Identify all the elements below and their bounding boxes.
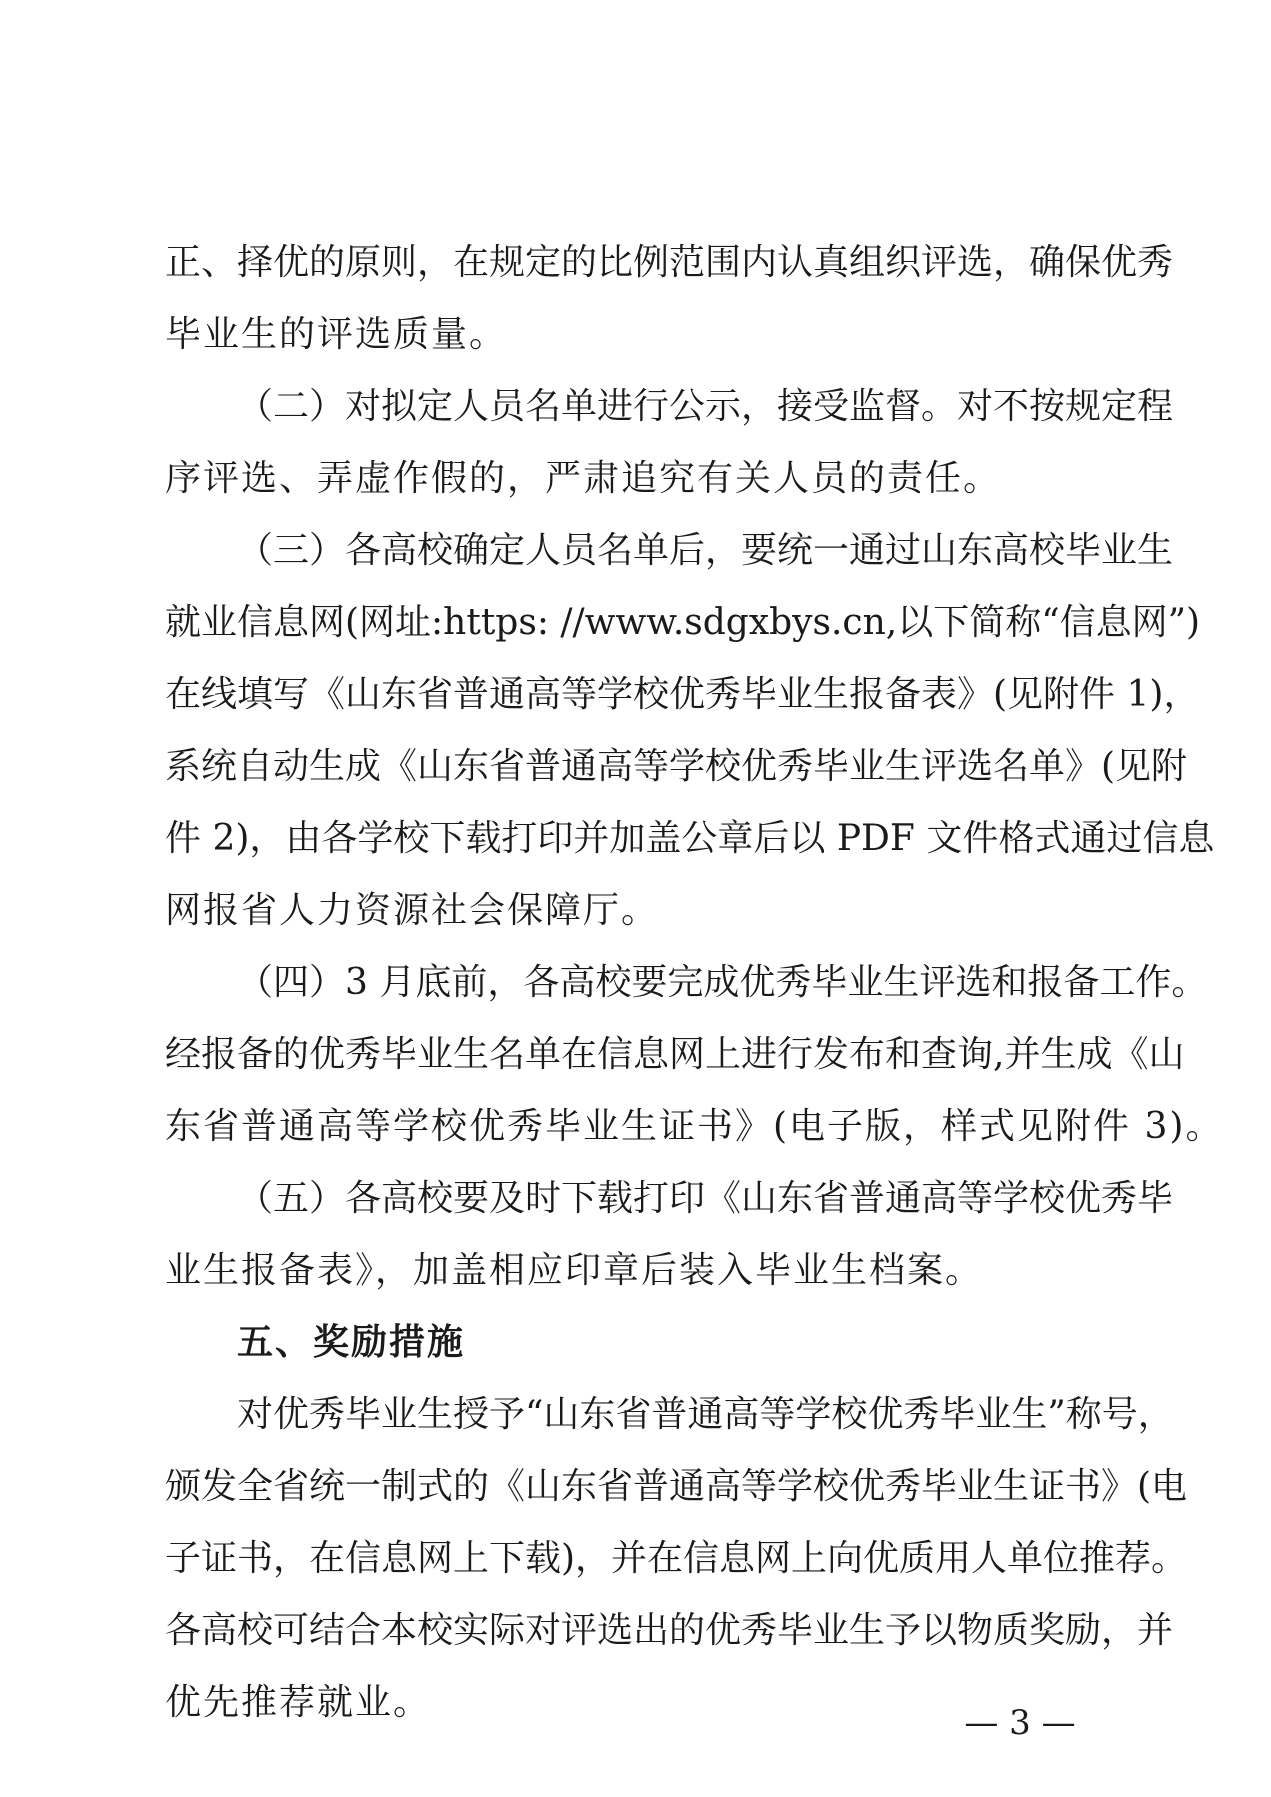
- paragraph-line: （二）对拟定人员名单进行公示，接受监督。对不按规定程: [237, 386, 1174, 427]
- paragraph-line: 正、择优的原则，在规定的比例范围内认真组织评选，确保优秀: [165, 242, 1174, 283]
- paragraph-line: 各高校可结合本校实际对评选出的优秀毕业生予以物质奖励，并: [165, 1610, 1174, 1651]
- section-heading: 五、奖励措施: [237, 1322, 466, 1363]
- paragraph-line: （三）各高校确定人员名单后，要统一通过山东高校毕业生: [237, 530, 1174, 571]
- paragraph-line: 毕业生的评选质量。: [165, 314, 508, 355]
- paragraph-line: 序评选、弄虚作假的，严肃追究有关人员的责任。: [165, 458, 1002, 499]
- paragraph-line: 网报省人力资源社会保障厅。: [165, 890, 660, 931]
- paragraph-line: 就业信息网(网址:https: //www.sdgxbys.cn,以下简称“信息网”): [165, 602, 1201, 643]
- paragraph-line: 在线填写《山东省普通高等学校优秀毕业生报备表》(见附件 1)，: [165, 674, 1200, 715]
- paragraph-line: 对优秀毕业生授予“山东省普通高等学校优秀毕业生”称号，: [237, 1394, 1174, 1435]
- page-number: — 3 —: [964, 1703, 1076, 1743]
- paragraph-line: 经报备的优秀毕业生名单在信息网上进行发布和查询,并生成《山: [165, 1034, 1185, 1075]
- paragraph-line: （四）3 月底前，各高校要完成优秀毕业生评选和报备工作。: [237, 962, 1208, 1003]
- paragraph-line: （五）各高校要及时下载打印《山东省普通高等学校优秀毕: [237, 1178, 1174, 1219]
- paragraph-line: 优先推荐就业。: [165, 1682, 432, 1723]
- paragraph-line: 系统自动生成《山东省普通高等学校优秀毕业生评选名单》(见附: [165, 746, 1188, 787]
- paragraph-line: 业生报备表》，加盖相应印章后装入毕业生档案。: [165, 1250, 984, 1291]
- paragraph-line: 东省普通高等学校优秀毕业生证书》(电子版，样式见附件 3)。: [165, 1106, 1224, 1147]
- paragraph-line: 子证书，在信息网上下载)，并在信息网上向优质用人单位推荐。: [165, 1538, 1188, 1579]
- paragraph-line: 颁发全省统一制式的《山东省普通高等学校优秀毕业生证书》(电: [165, 1466, 1188, 1507]
- paragraph-line: 件 2)，由各学校下载打印并加盖公章后以 PDF 文件格式通过信息: [165, 818, 1215, 859]
